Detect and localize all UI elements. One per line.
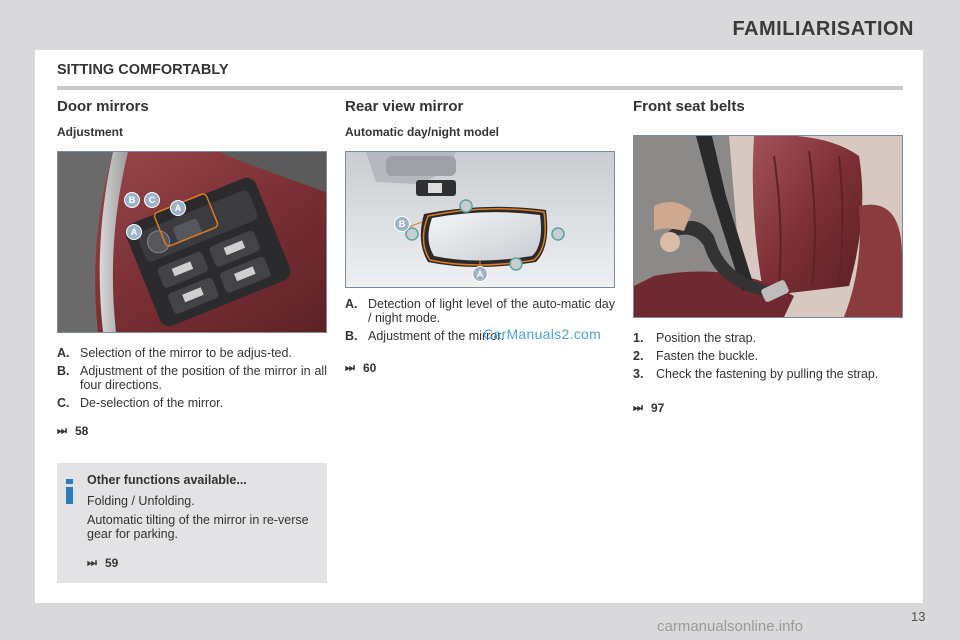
rear-view-mirror-heading: Rear view mirror [345,98,464,115]
callout-a-top: A [170,200,186,216]
skip-forward-icon: ⏭ [87,556,97,569]
door-mirrors-heading: Door mirrors [57,98,149,115]
list-item: A. Detection of light level of the auto-matic day / night mode. [345,297,615,325]
info-line: Automatic tilting of the mirror in re-verse gear for parking. [87,512,309,541]
door-mirror-control-illustration [57,151,327,333]
other-functions-box [57,463,327,583]
callout-b: B [124,192,140,208]
rear-view-mirror-page-ref[interactable]: ⏭ 60 [345,361,377,375]
callout-b: B [394,216,410,232]
rear-view-mirror-illustration [345,151,615,288]
front-seat-belts-heading: Front seat belts [633,98,745,115]
callout-c: C [144,192,160,208]
front-seat-belts-column [633,98,903,415]
door-mirrors-column [57,98,327,438]
info-line: Folding / Unfolding. [87,494,195,509]
door-mirrors-page-ref[interactable]: ⏭ 58 [57,424,89,438]
info-page-ref[interactable]: ⏭ 59 [87,556,119,570]
seat-belt-illustration [633,135,903,318]
door-mirrors-subheading: Adjustment [57,125,123,139]
list-item: 2. Fasten the buckle. [633,349,759,363]
list-item: 3. Check the fastening by pulling the strap. [633,367,879,381]
section-title: SITTING COMFORTABLY [57,62,229,78]
page-number: 13 [911,609,926,624]
list-item: B. Adjustment of the position of the mirror in all four directions. [57,364,327,392]
front-seat-belts-list [633,331,903,381]
skip-forward-icon: ⏭ [633,401,643,414]
callout-a: A [472,266,488,282]
list-item: B. Adjustment of the mirror. [345,329,505,343]
footer-watermark: carmanualsonline.info [657,618,803,635]
skip-forward-icon: ⏭ [57,424,67,437]
list-item: A. Selection of the mirror to be adjus-ted. [57,346,292,360]
section-divider [57,86,903,90]
rear-view-mirror-subheading: Automatic day/night model [345,125,500,139]
watermark: CarManuals2.com [483,326,602,342]
door-mirrors-list [57,346,327,410]
skip-forward-icon: ⏭ [345,361,355,374]
callout-a-bottom: A [126,224,142,240]
header-bar [0,0,960,50]
chapter-title: FAMILIARISATION [732,18,914,40]
info-heading: Other functions available... [87,473,247,487]
info-icon [61,479,79,505]
list-item: C. De-selection of the mirror. [57,396,224,410]
list-item: 1. Position the strap. [633,331,757,345]
front-seat-belts-page-ref[interactable]: ⏭ 97 [633,401,665,415]
manual-page [35,50,923,603]
